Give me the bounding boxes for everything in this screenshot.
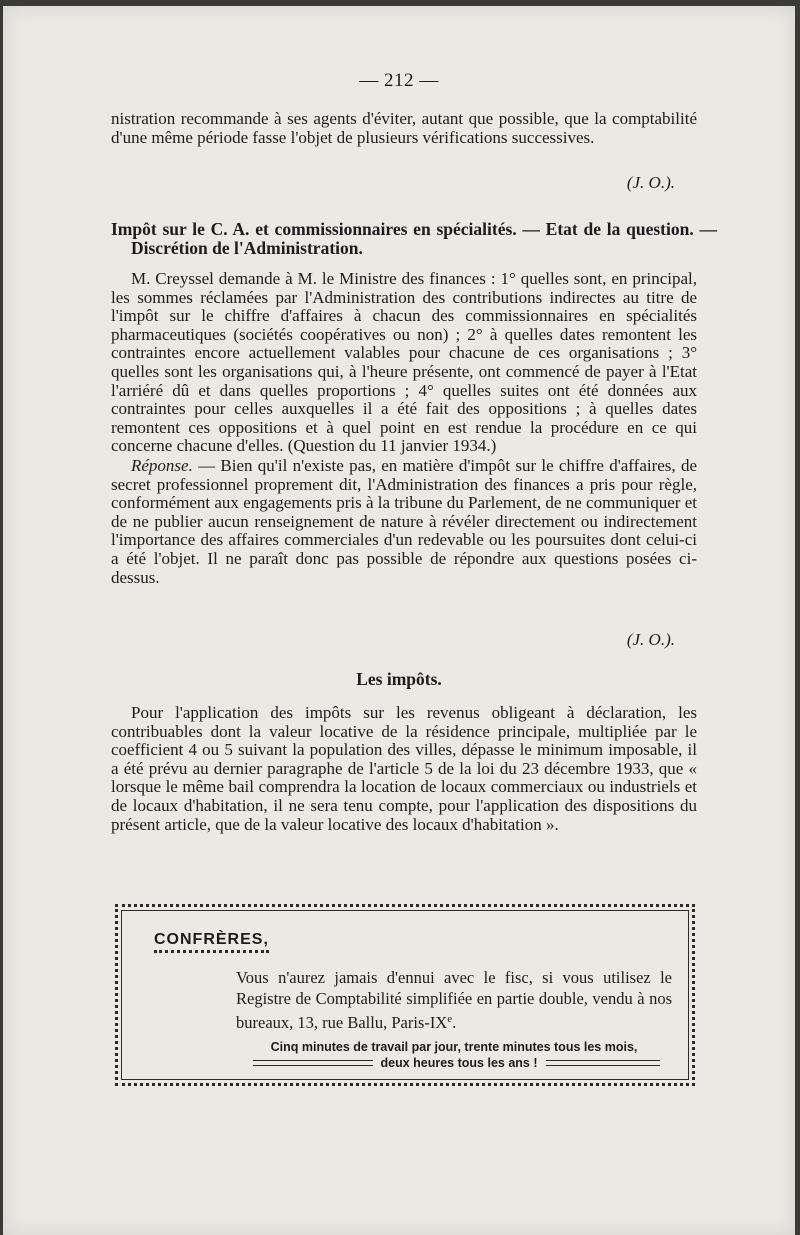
ad-footer	[230, 1039, 678, 1071]
reply-text: — Bien qu'il n'existe pas, en matière d'impôt sur le chiffre d'affaires, de secret professionnel proprement dit, l'Administration des finances a pris pour règle, conformément aux engagements pris à la tribune du Parlement, de ne communiquer et de ne publier aucun renseignement de nature à révéler directement ou indirectement l'importance des affaires commerciales d'un redevable ou les poursuites dont celui-ci a été l'objet. Il ne paraît donc pas possible de répondre aux questions posées ci-dessus.	[111, 455, 697, 587]
ad-title: CONFRÈRES,	[154, 931, 269, 953]
ad-text-end: .	[452, 1013, 457, 1032]
intro-text: nistration recommande à ses agents d'éviter, autant que possible, que la comptabilité d'une même période fasse l'objet de plusieurs vérifications successives.	[111, 109, 697, 147]
reply-paragraph	[111, 457, 697, 587]
reply-label: Réponse.	[131, 455, 193, 475]
question-source: (J. O.).	[626, 630, 675, 649]
impots-body	[111, 704, 697, 834]
ad-text-main: Vous n'aurez jamais d'ennui avec le fisc, si vous utilisez le Registre de Comptabilité simplifiée en partie double, vendu à nos bureaux, 13, rue Ballu, Paris-IX	[236, 968, 672, 1032]
ad-text	[236, 967, 672, 1033]
ad-footer-row2	[230, 1055, 678, 1071]
document-page	[3, 6, 795, 1235]
ad-text-superscript: e	[447, 1013, 453, 1025]
question-body	[111, 270, 697, 587]
double-rule-left	[253, 1060, 373, 1066]
ad-footer-line2: deux heures tous les ans !	[380, 1056, 538, 1070]
section-title-impots: Les impôts.	[356, 669, 442, 689]
question-text: M. Creyssel demande à M. le Ministre des finances : 1° quelles sont, en principal, les sommes réclamées par l'Administration des contributions indirectes au titre de l'impôt sur le chiffre d'affaires à chacun des commissionnaires en spécialités pharmaceutiques (sociétés coopératives ou non) ; 2° à quelles dates remontent les contraintes encore actuellement valables pour chacune de ces organisations ; 3° quelles sont les organisations qui, à l'heure présente, ont commencé de payer à l'Etat l'arriéré dû et dans quelles proportions ; 4° quelles suites ont été données aux contraintes pour celles auxquelles il a été fait des oppositions ; à quelles dates remontent ces oppositions et à quel point en est rendue la procédure en ce qui concerne chacune d'elles. (Question du 11 janvier 1934.)	[111, 269, 697, 456]
ad-footer-line1: Cinq minutes de travail par jour, trente minutes tous les mois,	[270, 1040, 638, 1054]
double-rule-right	[546, 1060, 660, 1066]
question-heading: Impôt sur le C. A. et commissionnaires en spécialités. — Etat de la question. — Discrétion de l'Administration.	[111, 219, 717, 258]
impots-text: Pour l'application des impôts sur les revenus obligeant à déclaration, les contribuables dont la valeur locative de la résidence principale, multipliée par le coefficient 4 ou 5 suivant la population des villes, dépasse le minimum imposable, il a été prévu au dernier paragraphe de l'article 5 de la loi du 23 décembre 1933, que « lorsque le même bail comprendra la location de locaux commerciaux ou industriels et de locaux d'habitation, il ne sera tenu compte, pour l'application des dispositions du présent article, que de la valeur locative des locaux d'habitation ».	[111, 703, 697, 834]
intro-paragraph	[111, 110, 697, 147]
page-number: — 212 —	[359, 70, 439, 91]
advertisement-box	[115, 904, 695, 1086]
intro-source: (J. O.).	[626, 173, 675, 192]
